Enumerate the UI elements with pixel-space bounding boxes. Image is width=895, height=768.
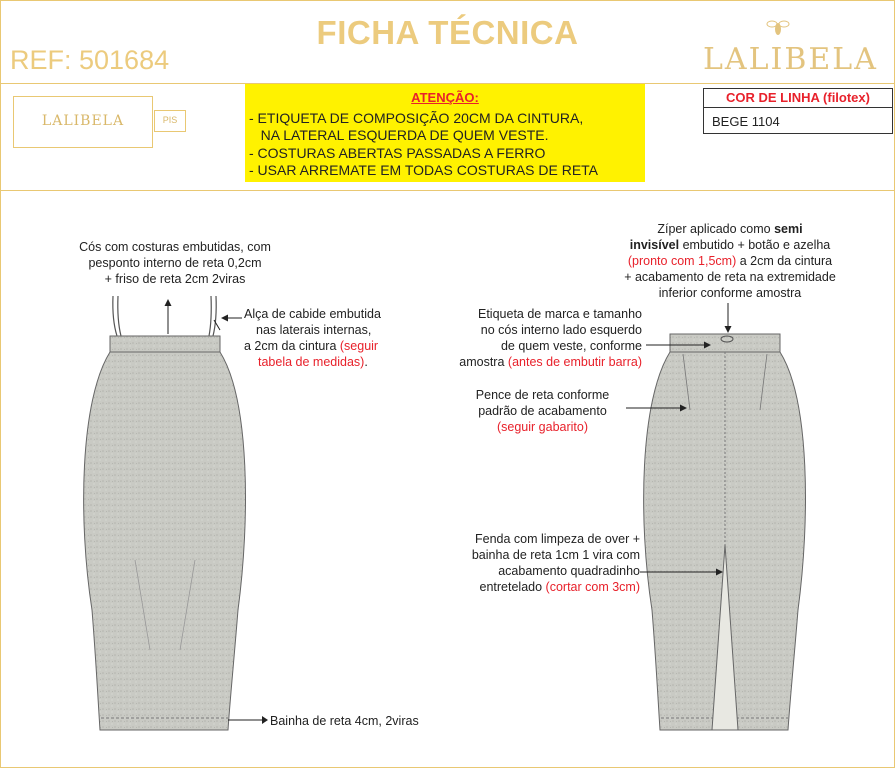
attention-line: - COSTURAS ABERTAS PASSADAS A FERRO (249, 145, 546, 161)
reference-number: REF: 501684 (10, 45, 170, 75)
zipper-note (600, 221, 860, 301)
slit-note-line: acabamento quadradinho (498, 564, 640, 578)
pis-label: PIS (162, 115, 178, 125)
waistband-note-line: pesponto interno de reta 0,2cm (88, 256, 262, 270)
page-title: FICHA TÉCNICA (316, 14, 579, 51)
brand-logo: LALIBELA (703, 42, 878, 77)
slit-note (430, 531, 640, 595)
slit-note-red: (cortar com 3cm) (545, 580, 640, 594)
hanger-note-red: (seguir (339, 339, 379, 353)
hanger-note-red: tabela de medidas) (258, 355, 365, 369)
dart-note-red: (seguir gabarito) (496, 420, 588, 434)
slit-note-text: entretelado (479, 580, 546, 594)
waistband-note (60, 239, 290, 287)
label-note-text: amostra (459, 355, 508, 369)
label-logo-text: LALIBELA (41, 113, 125, 129)
hem-note: Bainha de reta 4cm, 2viras (270, 714, 419, 728)
slit-note-line: bainha de reta 1cm 1 vira com (471, 548, 640, 562)
attention-heading: ATENÇÃO: (411, 90, 479, 105)
attention-line: - ETIQUETA DE COMPOSIÇÃO 20CM DA CINTURA, (249, 110, 584, 126)
attention-line: - USAR ARREMATE EM TODAS COSTURAS DE RETA (249, 162, 599, 178)
zipper-note-text: inferior conforme amostra (658, 286, 802, 300)
dart-note-line: Pence de reta conforme (475, 388, 610, 402)
hanger-note-text: a 2cm da cintura (244, 339, 340, 353)
zipper-note-text: embutido + botão e azelha (679, 238, 831, 252)
label-note-red: (antes de embutir barra) (507, 355, 642, 369)
thread-color-value: BEGE 1104 (712, 114, 780, 129)
waistband-note-line: + friso de reta 2cm 2viras (104, 272, 246, 286)
slit-note-line: Fenda com limpeza de over + (474, 532, 640, 546)
dart-note-line: padrão de acabamento (478, 404, 607, 418)
label-note-line: de quem veste, conforme (500, 339, 642, 353)
thread-color-heading: COR DE LINHA (filotex) (704, 89, 892, 108)
label-note-line: Etiqueta de marca e tamanho (478, 307, 642, 321)
hanger-note-line: nas laterais internas, (256, 323, 372, 337)
hanger-loop-note (244, 306, 381, 370)
dart-note (460, 387, 625, 435)
attention-line: NA LATERAL ESQUERDA DE QUEM VESTE. (249, 127, 549, 143)
zipper-note-red: (pronto com 1,5cm) (627, 254, 737, 268)
label-note (410, 306, 642, 370)
zipper-note-text: Zíper aplicado como (657, 222, 775, 236)
back-skirt-drawing (644, 334, 806, 730)
hanger-note-line: Alça de cabide embutida (244, 307, 381, 321)
hanger-note-text: . (364, 355, 368, 369)
label-note-line: no cós interno lado esquerdo (480, 323, 642, 337)
zipper-note-bold: semi (774, 222, 803, 236)
zipper-note-text: + acabamento de reta na extremidade (624, 270, 836, 284)
zipper-note-bold: invisível (629, 238, 680, 252)
zipper-note-text: a 2cm da cintura (736, 254, 833, 268)
waistband-note-line: Cós com costuras embutidas, com (79, 240, 271, 254)
front-skirt-drawing (84, 296, 246, 730)
